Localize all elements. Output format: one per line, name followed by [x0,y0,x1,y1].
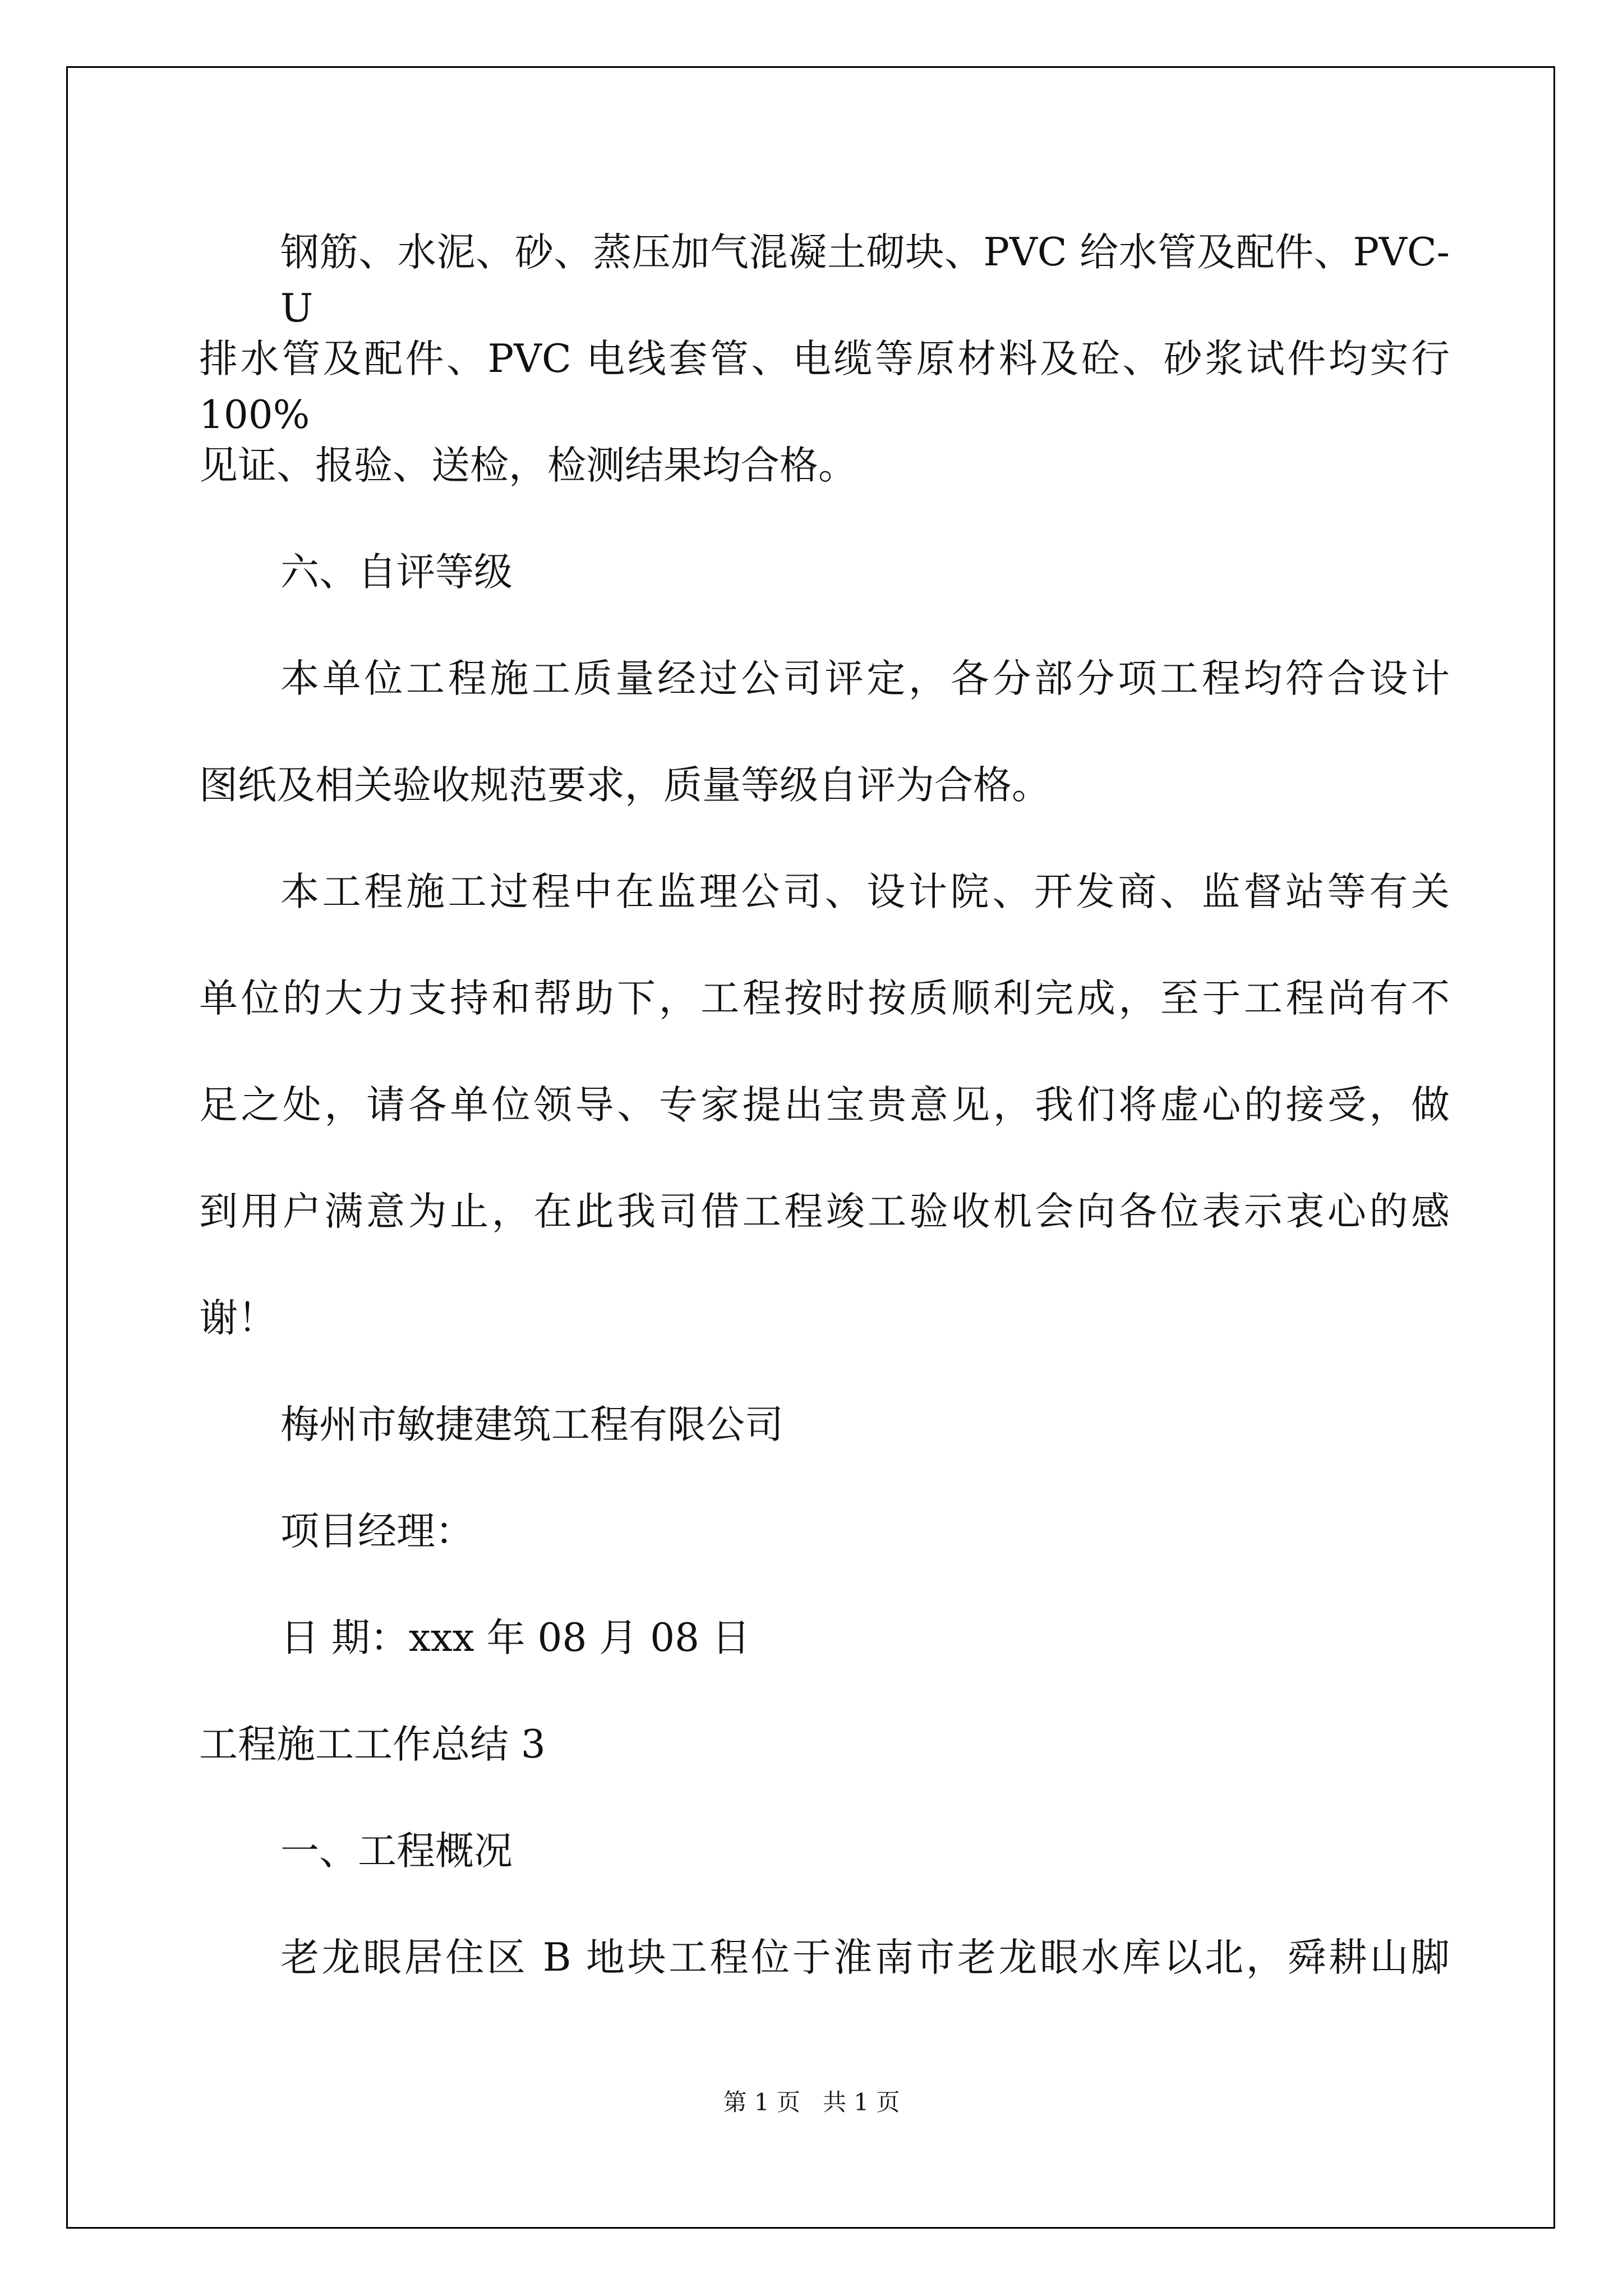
paragraph-line: 本工程施工过程中在监理公司、设计院、开发商、监督站等有关 [280,869,1450,914]
section-title: 工程施工工作总结 3 [199,1722,546,1767]
date-line: 日 期：xxx 年 08 月 08 日 [280,1616,750,1660]
paragraph-line: 本单位工程施工质量经过公司评定，各分部分项工程均符合设计 [280,656,1450,701]
page-footer: 第 1 页 共 1 页 [723,2088,900,2116]
company-name: 梅州市敏捷建筑工程有限公司 [280,1402,783,1447]
section-heading: 六、自评等级 [280,550,513,595]
paragraph-line: 谢！ [199,1296,276,1341]
paragraph-line: 单位的大力支持和帮助下，工程按时按质顺利完成，至于工程尚有不 [199,976,1450,1021]
paragraph-line: 老龙眼居住区 B 地块工程位于淮南市老龙眼水库以北，舜耕山脚 [280,1935,1450,1980]
paragraph-line: 到用户满意为止，在此我司借工程竣工验收机会向各位表示衷心的感 [199,1189,1450,1234]
paragraph-line: 见证、报验、送检，检测结果均合格。 [199,443,857,488]
project-manager: 项目经理： [280,1509,474,1554]
paragraph-line: 排水管及配件、PVC 电线套管、电缆等原材料及砼、砂浆试件均实行 100% [199,337,1450,438]
paragraph-line: 钢筋、水泥、砂、蒸压加气混凝土砌块、PVC 给水管及配件、PVC-U [280,230,1450,331]
paragraph-line: 足之处，请各单位领导、专家提出宝贵意见，我们将虚心的接受，做 [199,1083,1450,1128]
paragraph-line: 图纸及相关验收规范要求，质量等级自评为合格。 [199,763,1050,808]
section-heading: 一、工程概况 [280,1829,513,1874]
